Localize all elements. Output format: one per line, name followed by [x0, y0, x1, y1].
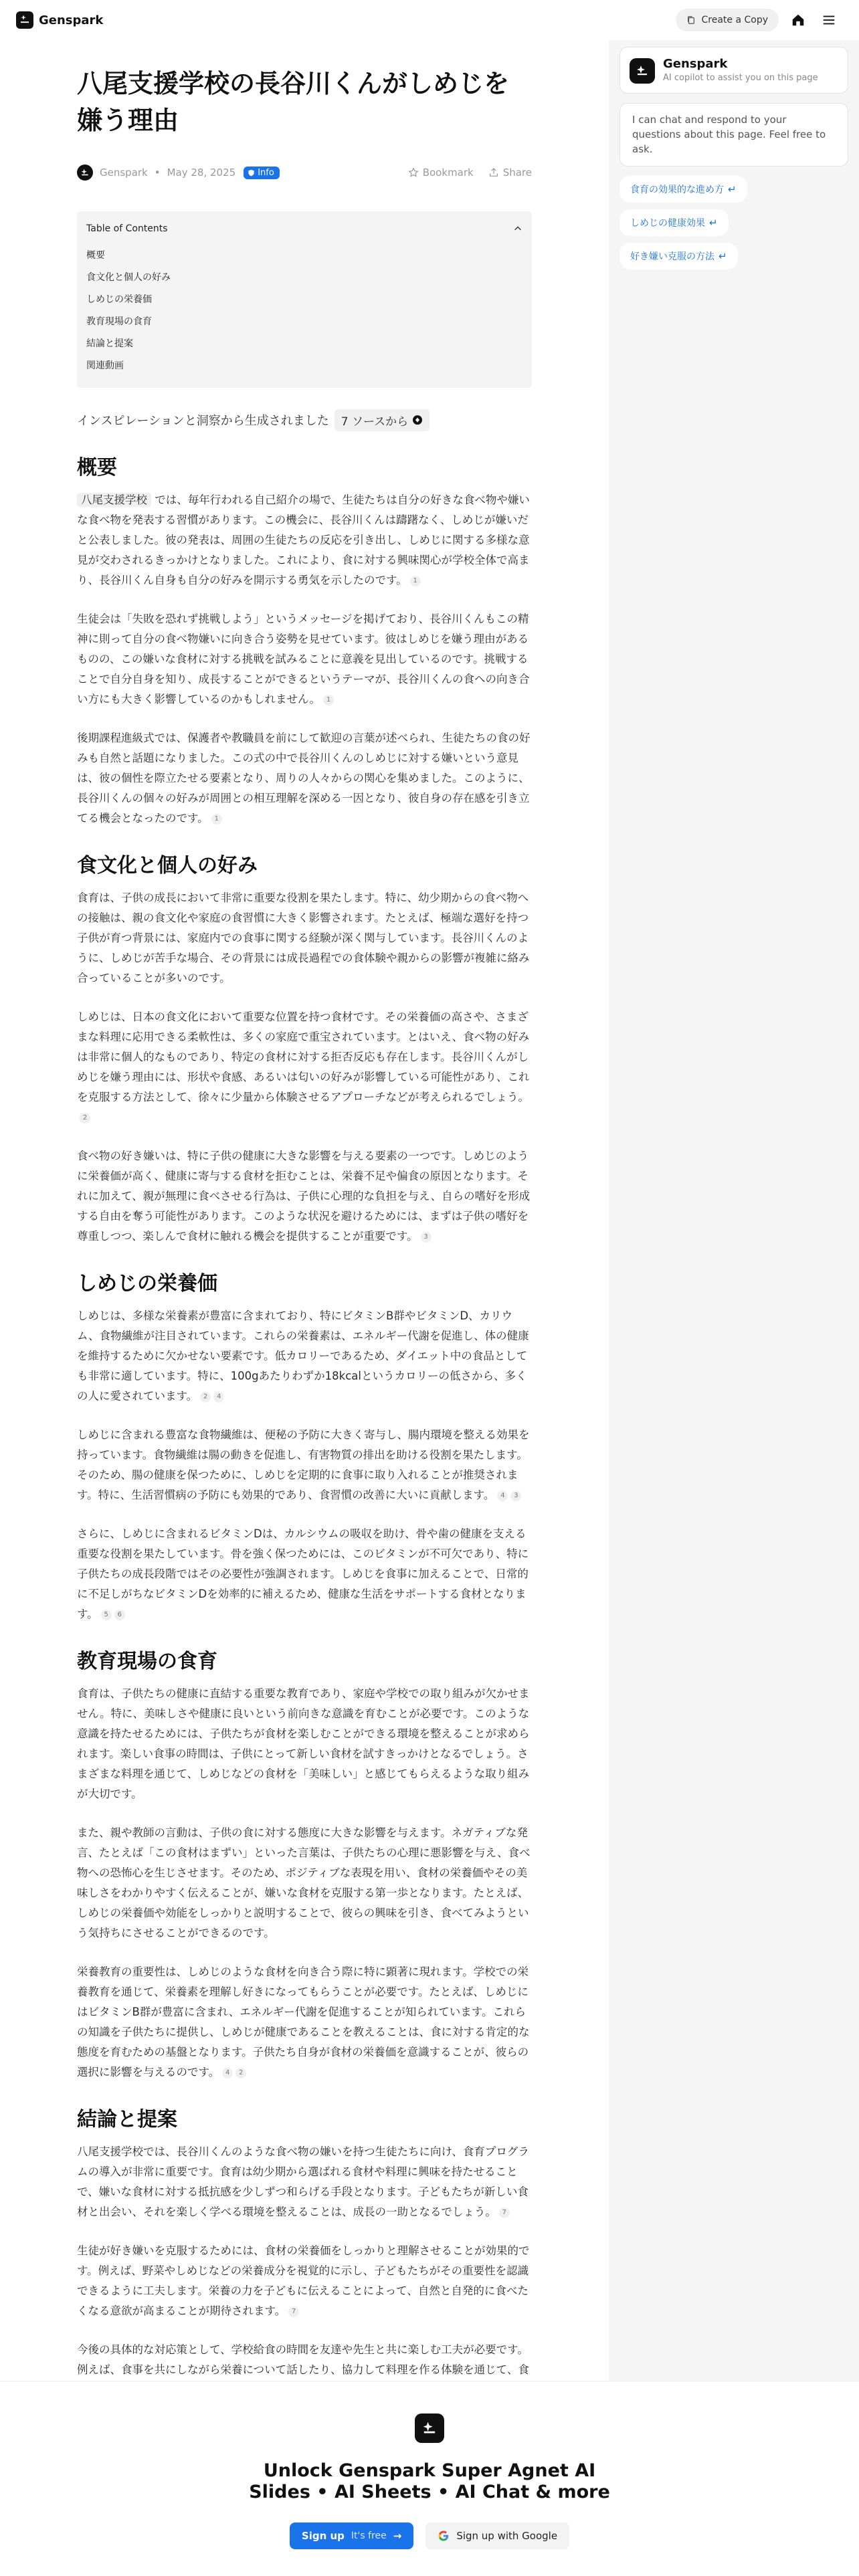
- info-badge[interactable]: [244, 167, 280, 179]
- section-heading: 教育現場の食育: [77, 1650, 217, 1674]
- meta-separator: •: [154, 167, 161, 179]
- toc-list: [86, 245, 522, 377]
- citation-ref[interactable]: 7: [499, 2208, 510, 2218]
- toc-item[interactable]: 結論と提案: [86, 338, 133, 350]
- suggestion-label: 食育の効果的な進め方: [630, 185, 724, 196]
- star-icon: [408, 167, 419, 178]
- toc-title: Table of Contents: [86, 223, 168, 235]
- paragraph: [77, 1684, 532, 1804]
- arrow-right-icon: →: [393, 2529, 402, 2542]
- paragraph: [77, 2142, 532, 2222]
- page-title: 八尾支援学校の長谷川くんがしめじを嫌う理由: [77, 69, 510, 136]
- section-heading: しめじの栄養価: [77, 1272, 217, 1296]
- return-arrow-icon: ↵: [719, 250, 727, 263]
- author-name[interactable]: Genspark: [100, 167, 148, 179]
- paragraph-text: 今後の具体的な対応策として、学校給食の時間を友達や先生と共に楽しむ工夫が必要です。例えば、食事を共にしながら栄養について話したり、協力して料理を作る体験を通じて、食: [77, 2343, 529, 2377]
- bookmark-label: Bookmark: [422, 167, 474, 179]
- shield-check-icon: [248, 169, 255, 177]
- share-icon: [488, 167, 499, 178]
- author-avatar-icon: [77, 165, 93, 181]
- promo-logo-icon: [415, 2413, 444, 2443]
- promo-title: Unlock Genspark Super Agnet AI Slides • AI Sheets • AI Chat & more: [249, 2460, 610, 2503]
- inspiration-text: インスピレーションと洞察から生成されました: [77, 414, 329, 429]
- signup-label: Sign up: [301, 2529, 345, 2542]
- article-body: [77, 455, 532, 2420]
- toc-item[interactable]: 教育現場の食育: [86, 316, 152, 328]
- google-icon: [438, 2530, 450, 2542]
- paragraph: [77, 2241, 532, 2321]
- paragraph-text: さらに、しめじに含まれるビタミンDは、カルシウムの吸収を助け、骨や歯の健康を支える重要な役割を果たしています。骨を強く保つためには、このビタミンが不可欠であり、特に子供たちの成長段階ではその必要性が強調されます。しめじを食事に加えることで、日常的に不足しがちなビタミンDを効率的に補えるため、健康な生活をサポートする食材となります。: [77, 1527, 529, 1621]
- assistant-header: [619, 47, 848, 94]
- section-heading: 結論と提案: [77, 2108, 177, 2132]
- toc-item[interactable]: 食文化と個人の好み: [86, 272, 171, 284]
- paragraph-text: 八尾支援学校では、長谷川くんのような食べ物の嫌いを持つ生徒たちに向け、食育プログラムの導入が非常に重要です。食育は幼少期から選ばれる食材や料理に興味を持たせることで、嫌いな食材に対する抵抗感を少しずつ和らげる手段となります。子どもたちが新しい食材と出会い、それを楽しく学べる環境を整えることは、成長の一助となるでしょう。: [77, 2145, 529, 2219]
- table-of-contents: [77, 211, 532, 388]
- article-meta: [77, 163, 532, 182]
- citation-ref[interactable]: 1: [410, 576, 421, 586]
- info-badge-label: Info: [258, 167, 274, 178]
- meta-actions: [408, 167, 532, 179]
- suggestion-chip[interactable]: [619, 176, 747, 203]
- genspark-logo-icon[interactable]: [16, 11, 33, 29]
- suggestion-chip[interactable]: [619, 243, 738, 270]
- citation-ref[interactable]: 1: [323, 695, 334, 706]
- paragraph-text: しめじは、多様な栄養素が豊富に含まれており、特にビタミンB群やビタミンD、カリウム、食物繊維が注目されています。これらの栄養素は、エネルギー代謝を促進し、体の健康を維持するために欠かせない要素です。低カロリーであるため、ダイエット中の食品としても非常に適しています。特に、100gあたりわずか18kcalというカロリーの低さから、多くの人に愛されています。: [77, 1309, 529, 1403]
- paragraph-text: しめじは、日本の食文化において重要な位置を持つ食材です。その栄養価の高さや、さまざまな料理に応用できる柔軟性は、多くの家庭で重宝されています。とはいえ、食べ物の好みは非常に個人的なものであり、特定の食材に対する拒否反応も存在します。長谷川くんがしめじを嫌う理由には、形状や食感、あるいは匂いの好みが影響している可能性があり、これを克服する方法として、徐々に少量から体験させるアプローチなどが考えられるでしょう。: [77, 1010, 530, 1104]
- signup-promo: [0, 2381, 859, 2576]
- paragraph-text: では、毎年行われる自己紹介の場で、生徒たちは自分の好きな食べ物や嫌いな食べ物を発表する習慣があります。この機会に、長谷川くんは躊躇なく、しめじが嫌いだと公表しました。彼の発表は、周囲の生徒たちの反応を引き出し、しめじに関する多様な意見が交わされるきっかけとなりました。これにより、食に対する興味関心が学校全体で高まり、長谷川くん自身も自分の好みを開示する勇気を示したのです。: [77, 494, 530, 587]
- home-icon[interactable]: [787, 9, 809, 31]
- google-signup-label: Sign up with Google: [456, 2529, 558, 2542]
- assistant-name: Genspark: [663, 57, 728, 71]
- return-arrow-icon: ↵: [709, 217, 718, 229]
- sources-button[interactable]: [335, 409, 430, 431]
- inspiration-line: [77, 409, 532, 431]
- brand-name[interactable]: Genspark: [39, 13, 104, 27]
- paragraph: [77, 728, 532, 829]
- citation-ref[interactable]: 2: [235, 2068, 246, 2078]
- menu-icon[interactable]: [818, 9, 840, 31]
- paragraph-text: しめじに含まれる豊富な食物繊維は、便秘の予防に大きく寄与し、腸内環境を整える効果を持っています。食物繊維は腸の動きを促進し、有害物質の排出を助ける役割を果たします。そのため、腸の健康を保つために、しめじを定期的に食事に取り入れることが推奨されます。特に、生活習慣病の予防にも効果的であり、食習慣の改善に大いに貢献します。: [77, 1428, 530, 1502]
- paragraph-text: 食育は、子供の成長において非常に重要な役割を果たします。特に、幼少期からの食べ物への接触は、親の食文化や家庭の食習慣に大きく影響されます。たとえば、極端な選好を持つ子供が育つ背景には、家庭内での食事に関する経験が深く関与しています。長谷川くんのように、しめじが苦手な場合、その背景には成長過程での食体験や親からの影響が複雑に絡み合っていることが多いのです。: [77, 891, 530, 985]
- assistant-panel: [609, 40, 859, 2381]
- paragraph: [77, 888, 532, 988]
- share-label: Share: [502, 167, 532, 179]
- section-heading: 食文化と個人の好み: [77, 854, 258, 878]
- paragraph: [77, 1007, 532, 1128]
- top-actions: [676, 0, 859, 40]
- paragraph: [77, 1306, 532, 1406]
- citation-ref[interactable]: 3: [421, 1232, 432, 1243]
- assistant-avatar-icon: [630, 58, 655, 84]
- citation-ref[interactable]: 7: [288, 2306, 299, 2317]
- return-arrow-icon: ↵: [728, 183, 737, 196]
- citation-ref[interactable]: 6: [114, 1610, 125, 1620]
- share-button[interactable]: [488, 167, 532, 179]
- suggestion-list: [619, 176, 848, 270]
- section-heading: 概要: [77, 456, 117, 480]
- chevron-up-icon[interactable]: [513, 224, 522, 233]
- entity-link[interactable]: 八尾支援学校: [77, 493, 151, 507]
- citation-ref[interactable]: 4: [497, 1491, 508, 1501]
- sources-label: 7 ソースから: [341, 415, 409, 429]
- paragraph: [77, 1146, 532, 1247]
- citation-ref[interactable]: 1: [211, 814, 222, 825]
- suggestion-chip[interactable]: [619, 209, 729, 236]
- citation-ref[interactable]: 5: [101, 1610, 112, 1620]
- paragraph-text: また、親や教師の言動は、子供の食に対する態度に大きな影響を与えます。ネガティブな発言、たとえば「この食材はまずい」といった言葉は、子供たちの心理に悪影響を与え、食べ物への恐怖心を生じさせます。そのため、ポジティブな表現を用い、食材の栄養価やその美味しさをわかりやすく伝えることが、嫌いな食材を克服する第一歩となります。たとえば、しめじの栄養価や効能をしっかりと説明することで、彼らの興味を引き、食べてみようという気持ちにさせることができるのです。: [77, 1826, 531, 1940]
- assistant-message: I can chat and respond to your questions about this page. Feel free to ask.: [619, 103, 848, 167]
- paragraph: [77, 1823, 532, 1943]
- copy-icon: [686, 15, 696, 25]
- publish-date: May 28, 2025: [167, 167, 236, 179]
- paragraph: [77, 1524, 532, 1624]
- toc-header[interactable]: [86, 221, 522, 237]
- paragraph: [77, 490, 532, 591]
- paragraph-text: 食べ物の好き嫌いは、特に子供の健康に大きな影響を与える要素の一つです。しめじのように栄養価が高く、健康に寄与する食材を拒むことは、栄養不足や偏食の原因となります。それに加えて、親が無理に食べさせる行為は、子供に心理的な負担を与え、自らの嗜好を形成する自由を奪う可能性があります。このような状況を避けるためには、まずは子供の嗜好を尊重しつつ、楽しんで食材に触れる機会を提供することが重要です。: [77, 1150, 531, 1243]
- paragraph: [77, 609, 532, 710]
- bookmark-button[interactable]: [408, 167, 474, 179]
- paragraph-text: 食育は、子供たちの健康に直結する重要な教育であり、家庭や学校での取り組みが欠かせません。特に、美味しさや健康に良いという前向きな意識を育むことが必要です。このような意識を持たせるためには、子供たちが食材を楽しむことができる環境を整えることが求められます。楽しい食事の時間は、子供にとって新しい食材を試すきっかけとなるでしょう。さまざまな料理を通じて、しめじなどの食材を「美味しい」と感じてもらえるような取り組みが大切です。: [77, 1687, 530, 1801]
- suggestion-label: しめじの健康効果: [630, 218, 705, 229]
- google-signup-button[interactable]: [425, 2523, 569, 2549]
- toc-item[interactable]: しめじの栄養価: [86, 294, 152, 306]
- paragraph-text: 生徒が好き嫌いを克服するためには、食材の栄養価をしっかりと理解させることが効果的です。例えば、野菜やしめじなどの栄養成分を視覚的に示し、子どもたちがその重要性を認識できるように工夫します。栄養の力を子どもに伝えることによって、自然と自発的に食べたくなる意欲が高まることが期待されます。: [77, 2244, 530, 2318]
- toc-item[interactable]: 関連動画: [86, 360, 124, 372]
- assistant-description: AI copilot to assist you on this page: [663, 73, 818, 83]
- top-bar: [0, 0, 609, 40]
- suggestion-label: 好き嫌い克服の方法: [630, 251, 714, 263]
- paragraph-text: 栄養教育の重要性は、しめじのような食材を向き合う際に特に顕著に現れます。学校での栄養教育を通じて、栄養素を理解し好きになってもらうことが必要です。たとえば、しめじにはビタミンB群が豊富に含まれ、エネルギー代謝を促進することが知られています。これらの知識を子供たちに提供し、しめじが健康であることを教えることは、食に対する肯定的な態度を育むための基盤となります。子供たち自身が食材の栄養価を意識することが、彼らの選択に影響を与えるのです。: [77, 1965, 530, 2079]
- paragraph-text: 後期課程進級式では、保護者や教職員を前にして歓迎の言葉が述べられ、生徒たちの食の好みも自然と話題になりました。この式の中で長谷川くんのしめじに対する嫌いという意見は、彼の個性を際立たせる要素となり、周りの人々からの関心を集めました。このように、長谷川くんの個々の好みが周囲との相互理解を深める一因となり、彼自身の存在感を引き立てる機会となったのです。: [77, 732, 531, 825]
- free-label: It's free: [351, 2530, 387, 2541]
- create-copy-label: Create a Copy: [701, 15, 768, 25]
- source-logo-icon: [412, 415, 423, 425]
- paragraph: [77, 1425, 532, 1505]
- signup-button[interactable]: [290, 2523, 413, 2549]
- citation-ref[interactable]: 2: [80, 1113, 90, 1123]
- promo-buttons: [0, 2523, 859, 2549]
- citation-ref[interactable]: 3: [510, 1491, 521, 1501]
- citation-ref[interactable]: 4: [213, 1392, 224, 1402]
- article: [77, 66, 532, 2439]
- citation-ref[interactable]: 4: [222, 2068, 233, 2078]
- paragraph-text: 生徒会は「失敗を恐れず挑戦しよう」というメッセージを掲げており、長谷川くんもこの精神に則って自分の食べ物嫌いに向き合う姿勢を見せています。彼はしめじを嫌う理由があるものの、この嫌いな食材に対する挑戦を試みることに意義を見出しているのです。挑戦することで自分自身を知り、成長することができるというテーマが、長谷川くんの食への向き合い方にも大きく影響しているのかもしれません。: [77, 613, 530, 706]
- toc-item[interactable]: 概要: [86, 250, 105, 261]
- citation-ref[interactable]: 2: [200, 1392, 211, 1402]
- paragraph: [77, 1962, 532, 2082]
- create-copy-button[interactable]: [676, 9, 779, 31]
